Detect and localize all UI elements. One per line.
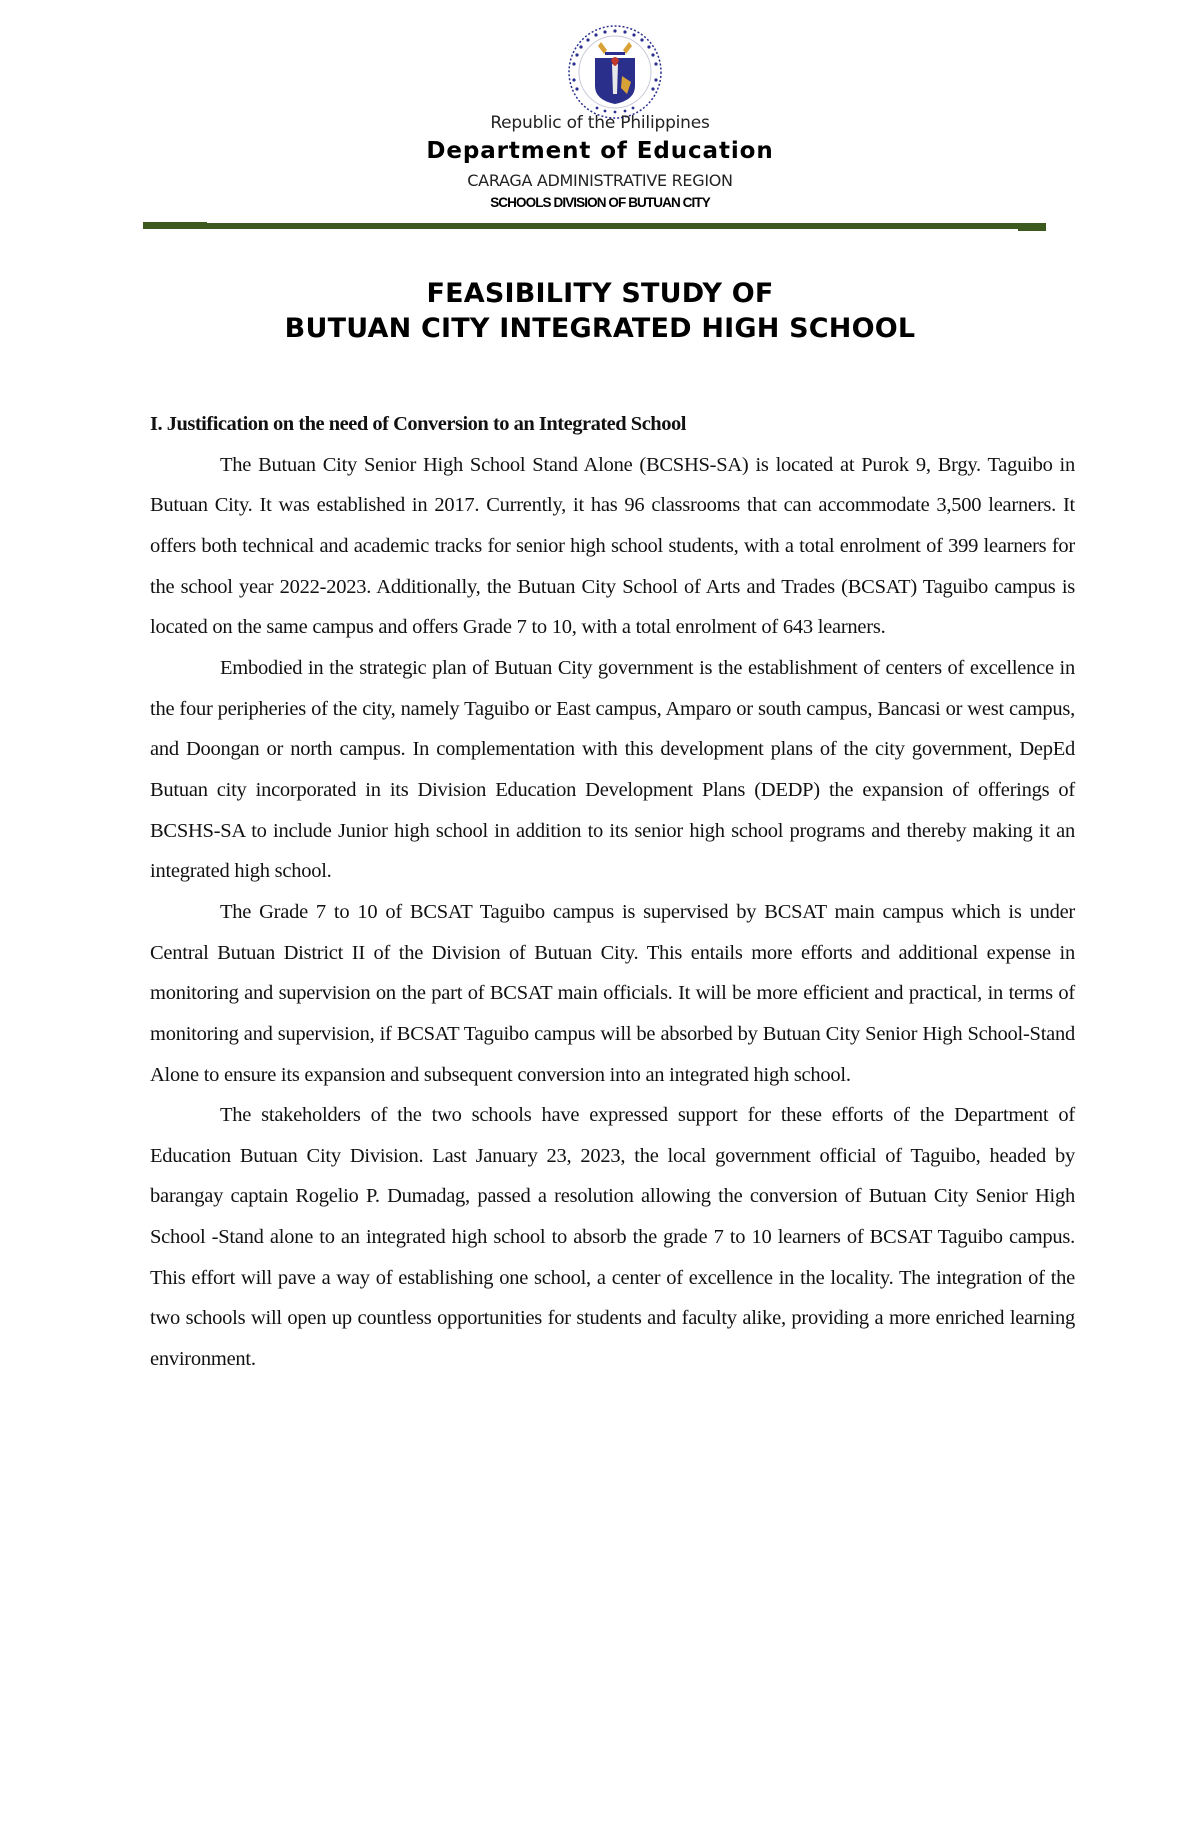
paragraph-strategic-plan: Embodied in the strategic plan of Butuan City government is the establishment of centers of excellence in the four peripheries of the city, namely Taguibo or East campus, Amparo or south campus, Bancasi or west campus, and Doongan or north campus. In complementation with this development plans of the city government, DepEd Butuan city incorporated in its Division Education Development Plans (DEDP) the expansion of offerings of BCSHS-SA to include Junior high school in addition to its senior high school programs and thereby making it an integrated high school. (150, 656, 1075, 883)
paragraph-stakeholders: The stakeholders of the two schools have expressed support for these efforts of the Department of Education Butuan City Division. Last January 23, 2023, the local government official of Taguibo, headed by barangay captain Rogelio P. Dumadag, passed a resolution allowing the conversion of Butuan City Senior High School -Stand alone to an integrated high school to absorb the grade 7 to 10 learners of BCSAT Taguibo campus. This effort will pave a way of establishing one school, a center of excellence in the locality. The integration of the two schools will open up countless opportunities for students and faculty alike, providing a more enriched learning environment. (150, 1104, 1075, 1371)
republic-label: Republic of the Philippines (490, 113, 710, 133)
paragraph-supervision: The Grade 7 to 10 of BCSAT Taguibo campus is supervised by BCSAT main campus which is under Central Butuan District II of the Division of Butuan City. This entails more efforts and additional expense in monitoring and supervision on the part of BCSAT main officials. It will be more efficient and practical, in terms of monitoring and supervision, if BCSAT Taguibo campus will be absorbed by Butuan City Senior High School-Stand Alone to ensure its expansion and subsequent conversion into an integrated high school. (150, 900, 1075, 1086)
document-title-line-1: FEASIBILITY STUDY OF (426, 278, 774, 309)
department-name: Department of Education (426, 138, 774, 164)
section-heading: I. Justification on the need of Conversion to an Integrated School (150, 413, 686, 435)
document-body (150, 404, 1075, 1380)
division-name: SCHOOLS DIVISION OF BUTUAN CITY (490, 195, 710, 210)
deped-seal-icon (567, 24, 663, 120)
document-title-line-2: BUTUAN CITY INTEGRATED HIGH SCHOOL (284, 313, 916, 344)
region-name: CARAGA ADMINISTRATIVE REGION (467, 171, 733, 190)
letterhead-divider (143, 223, 1046, 229)
paragraph-background: The Butuan City Senior High School Stand Alone (BCSHS-SA) is located at Purok 9, Brgy. Taguibo in Butuan City. It was established in 2017. Currently, it has 96 classrooms that can accommodate 3,500 learners. It offers both technical and academic tracks for senior high school students, with a total enrolment of 399 learners for the school year 2022-2023. Additionally, the Butuan City School of Arts and Trades (BCSAT) Taguibo campus is located on the same campus and offers Grade 7 to 10, with a total enrolment of 643 learners. (150, 453, 1075, 639)
